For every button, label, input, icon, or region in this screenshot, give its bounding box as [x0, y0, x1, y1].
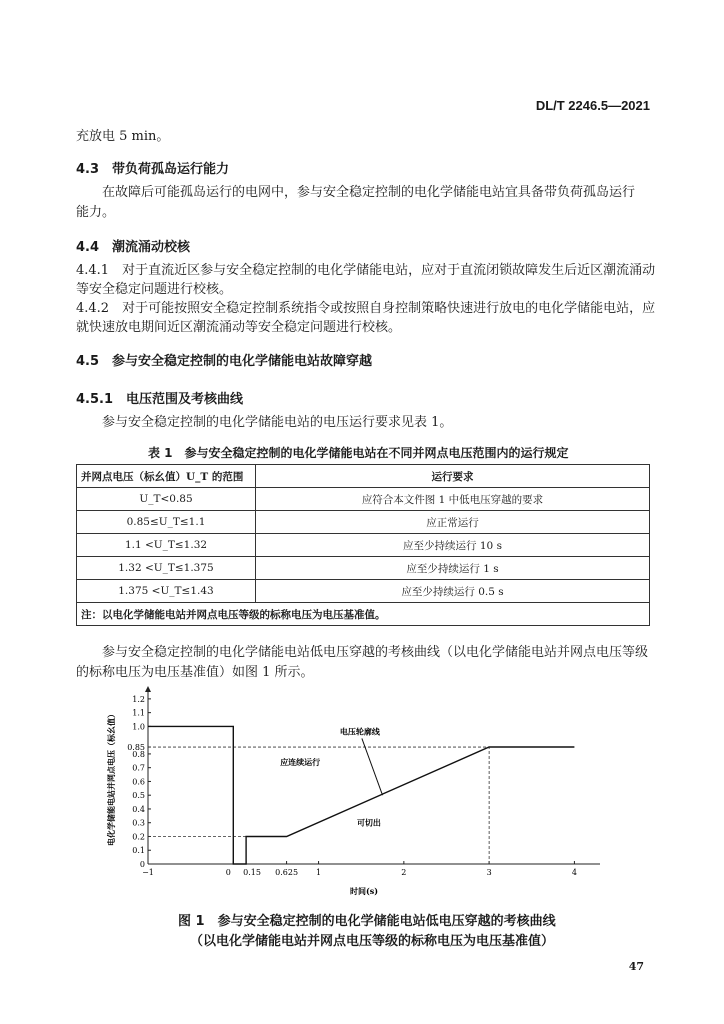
table-1: [76, 464, 650, 626]
y-tick-label: 0: [139, 860, 145, 869]
x-tick-label: 1: [316, 868, 322, 877]
section-4-3-body-line1: 在故障后可能孤岛运行的电网中，参与安全稳定控制的电化学储能电站宜具备带负荷孤岛运行: [102, 185, 636, 200]
section-4-5-title: 4.5 参与安全稳定控制的电化学储能电站故障穿越: [76, 354, 373, 369]
section-4-3-body-line2: 能力。: [76, 205, 116, 220]
x-tick-label: 0.15: [243, 868, 261, 877]
y-tick-label: 0.2: [132, 832, 145, 842]
y-tick-label: 0.7: [132, 763, 145, 773]
table-row: [77, 488, 650, 511]
x-tick-label: 0: [225, 868, 231, 877]
series-line-voltage-profile: [148, 726, 574, 864]
x-tick-label: 3: [486, 868, 492, 877]
x-axis-label: 时间(s): [349, 886, 379, 896]
figure-1-caption-line1: 图 1 参与安全稳定控制的电化学储能电站低电压穿越的考核曲线: [178, 914, 556, 929]
y-tick-label: 0.85: [127, 743, 145, 753]
page-number: 47: [628, 960, 644, 973]
annotation-continuous-operation: 应连续运行: [280, 756, 321, 767]
section-4-4-1-line1: 4.4.1 对于直流近区参与安全稳定控制的电化学储能电站，应对于直流闭锁故障发生后近区潮流涌动: [76, 263, 656, 278]
section-4-5-1-title: 4.5.1 电压范围及考核曲线: [76, 392, 244, 407]
table-cell-requirement: 应至少持续运行 10 s: [256, 534, 650, 557]
table-row: [77, 557, 650, 580]
y-axis-label: 电化学储能电站并网点电压（标幺值）: [106, 710, 116, 846]
y-tick-label: 1.0: [132, 722, 145, 732]
table-header-voltage-range: 并网点电压（标幺值）U_T 的范围: [77, 465, 256, 488]
y-tick-label: 0.6: [132, 777, 145, 787]
section-4-4-2-line1: 4.4.2 对于可能按照安全稳定控制系统指令或按照自身控制策略快速进行放电的电化学储能电站，应: [76, 301, 656, 316]
section-4-4-2-line2: 就快速放电期间近区潮流涌动等安全稳定问题进行校核。: [76, 320, 402, 335]
table-cell-requirement: 应符合本文件图 1 中低电压穿越的要求: [256, 488, 650, 511]
x-tick-label: 2: [401, 868, 407, 877]
y-tick-label: 0.1: [132, 846, 145, 856]
section-4-3-title: 4.3 带负荷孤岛运行能力: [76, 162, 230, 177]
table-1-caption: 表 1 参与安全稳定控制的电化学储能电站在不同并网点电压范围内的运行规定: [148, 446, 569, 460]
figure-1-caption-line2: （以电化学储能电站并网点电压等级的标称电压为电压基准值）: [190, 934, 555, 949]
annotation-trip-allowed: 可切出: [356, 817, 381, 828]
table-note-row: [77, 603, 650, 626]
paragraph-top: 充放电 5 min。: [76, 129, 170, 144]
table-cell-range: 0.85≤U_T≤1.1: [77, 511, 256, 534]
table-cell-range: 1.375 <U_T≤1.43: [77, 580, 256, 603]
table-row: [77, 511, 650, 534]
x-tick-label: 4: [571, 868, 577, 877]
x-tick-label: 0.625: [275, 868, 299, 877]
section-4-4-title: 4.4 潮流涌动校核: [76, 240, 191, 255]
y-tick-label: 0.4: [132, 804, 145, 814]
x-tick-label: −1: [142, 868, 154, 877]
table-cell-requirement: 应至少持续运行 0.5 s: [256, 580, 650, 603]
y-tick-label: 0.8: [132, 749, 145, 759]
curve-intro-line1: 参与安全稳定控制的电化学储能电站低电压穿越的考核曲线（以电化学储能电站并网点电压等级: [102, 645, 649, 660]
table-note: 注：以电化学储能电站并网点电压等级的标称电压为电压基准值。: [77, 603, 650, 626]
y-axis-arrow: [145, 686, 151, 692]
y-tick-label: 0.3: [132, 818, 145, 828]
annotation-voltage-profile: 电压轮廓线: [339, 726, 380, 737]
y-tick-label: 1.1: [132, 708, 145, 718]
table-header-row: [77, 465, 650, 488]
section-4-4-1-line2: 等安全稳定问题进行校核。: [76, 282, 233, 297]
table-cell-range: U_T<0.85: [77, 488, 256, 511]
y-tick-label: 1.2: [132, 694, 145, 704]
table-cell-range: 1.32 <U_T≤1.375: [77, 557, 256, 580]
table-header-requirement: 运行要求: [256, 465, 650, 488]
lvrt-curve-chart: [100, 686, 620, 906]
table-cell-requirement: 应正常运行: [256, 511, 650, 534]
curve-intro-line2: 的标称电压为电压基准值）如图 1 所示。: [76, 665, 314, 680]
table-cell-range: 1.1 <U_T≤1.32: [77, 534, 256, 557]
table-cell-requirement: 应至少持续运行 1 s: [256, 557, 650, 580]
y-tick-label: 0.5: [132, 791, 145, 801]
standard-header: DL/T 2246.5—2021: [535, 98, 650, 113]
table-row: [77, 580, 650, 603]
section-4-5-1-body: 参与安全稳定控制的电化学储能电站的电压运行要求见表 1。: [102, 415, 453, 430]
table-row: [77, 534, 650, 557]
